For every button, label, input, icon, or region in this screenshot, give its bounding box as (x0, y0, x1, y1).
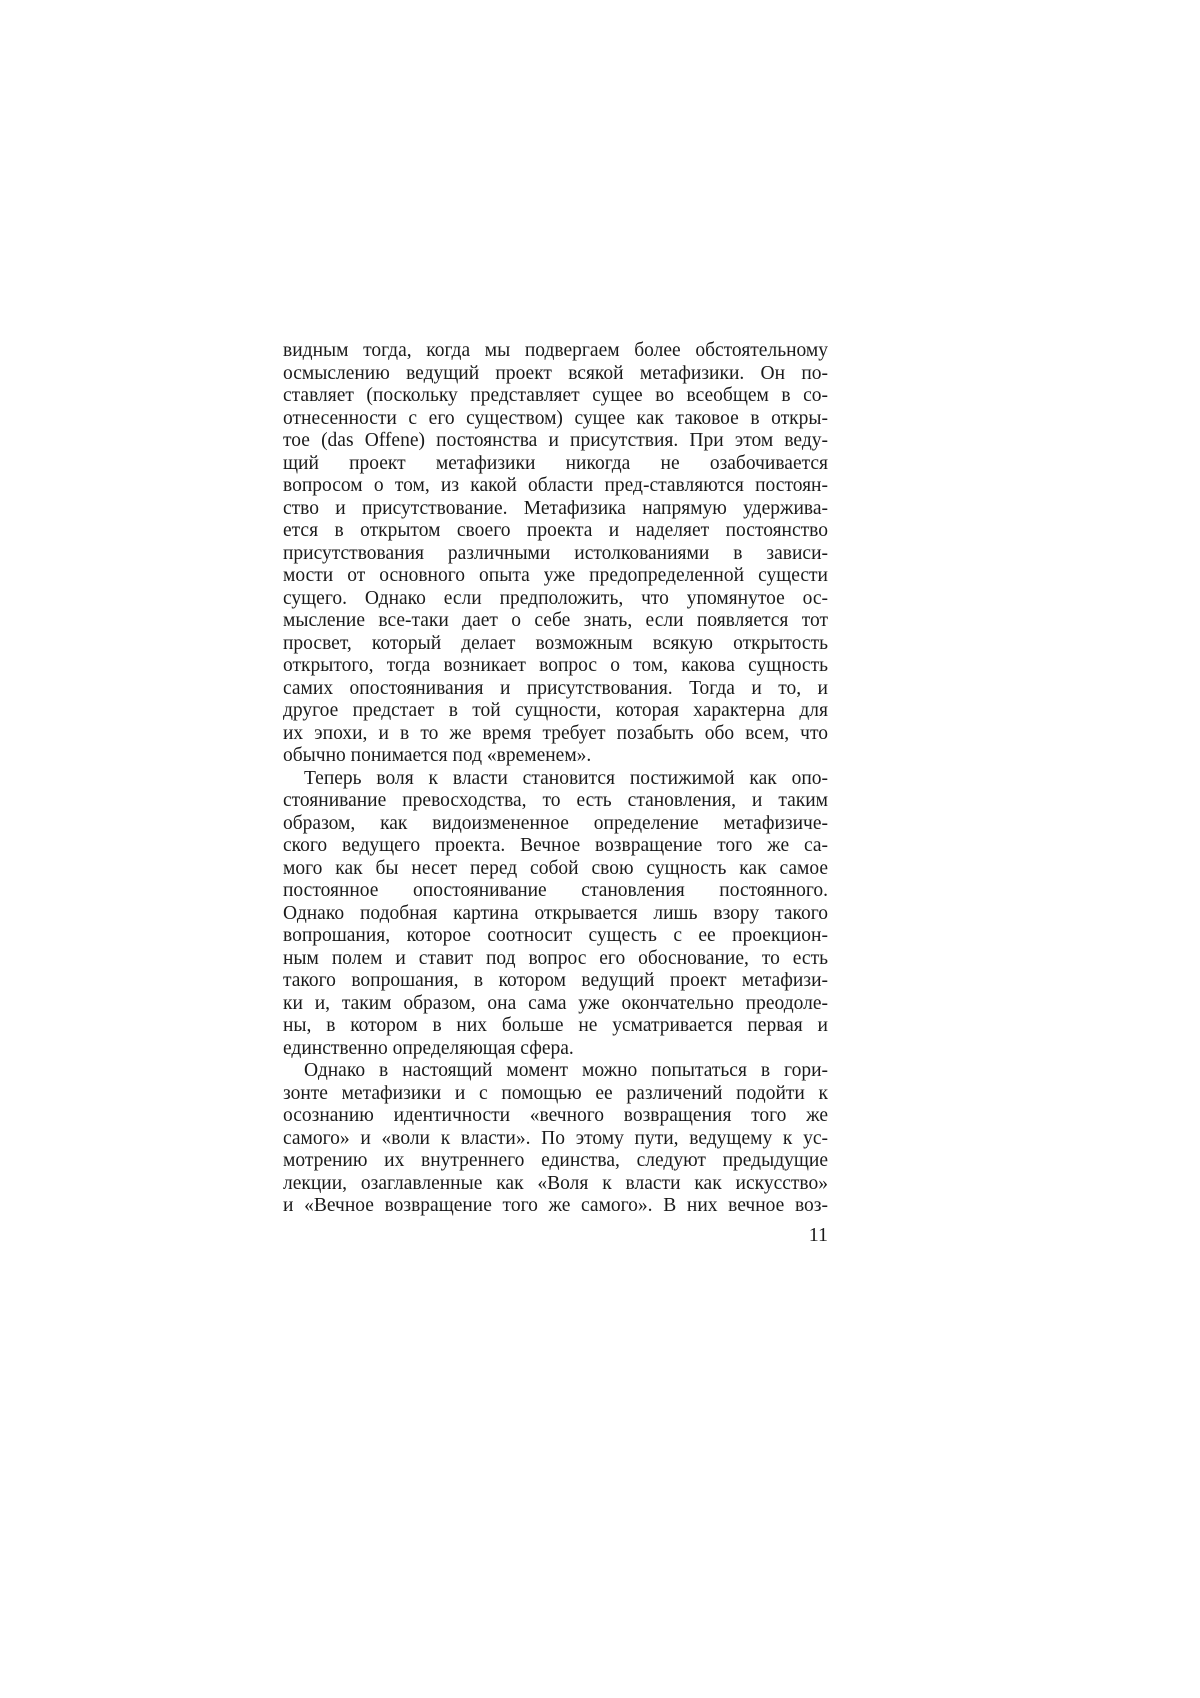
text-line: осознанию идентичности «вечного возвращения того же (283, 1105, 828, 1126)
text-line: стоянивание превосходства, то есть становления, и таким (283, 790, 828, 811)
text-line: ется в открытом своего проекта и наделяет постоянство (283, 520, 828, 541)
text-line: отнесенности с его существом) сущее как таковое в откры- (283, 407, 828, 429)
text-line: ки и, таким образом, она сама уже окончательно преодоле- (283, 992, 828, 1014)
text-line: ставляет (поскольку представляет сущее во всеобщем в со- (283, 385, 828, 406)
text-line: ство и присутствование. Метафизика напрямую удержива- (283, 497, 828, 519)
text-line: мости от основного опыта уже предопределенной сущести (283, 565, 828, 586)
text-line: вопросом о том, из какой области пред-ставляются постоян- (283, 475, 828, 496)
text-line: и «Вечное возвращение того же самого». В них вечное воз- (283, 1195, 828, 1216)
body-text (283, 340, 828, 1218)
text-line: обычно понимается под «временем». (283, 745, 592, 766)
text-line: просвет, который делает возможным всякую открытость (283, 632, 828, 654)
text-line: ского ведущего проекта. Вечное возвращение того же са- (283, 835, 828, 856)
text-line: Однако подобная картина открывается лишь взору такого (283, 902, 828, 924)
text-line: присутствования различными истолкованиями в зависи- (283, 542, 828, 564)
text-line: мысление все-таки дает о себе знать, если появляется тот (283, 610, 828, 631)
text-line: осмыслению ведущий проект всякой метафизики. Он по- (283, 362, 828, 384)
text-line: самого» и «воли к власти». По этому пути, ведущему к ус- (283, 1127, 828, 1149)
text-line: мотрению их внутреннего единства, следуют предыдущие (283, 1150, 828, 1171)
text-line: Теперь воля к власти становится постижимой как опо- (304, 767, 828, 789)
text-line: зонте метафизики и с помощью ее различений подойти к (283, 1082, 828, 1104)
text-line: мого как бы несет перед собой свою сущность как самое (283, 857, 828, 879)
paragraph (283, 768, 828, 1061)
text-line: щий проект метафизики никогда не озабочивается (283, 452, 828, 474)
page-number: 11 (808, 1224, 828, 1246)
text-line: сущего. Однако если предположить, что упомянутое ос- (283, 587, 828, 609)
text-line: такого вопрошания, в котором ведущий проект метафизи- (283, 970, 828, 991)
text-line: вопрошания, которое соотносит сущесть с ее проекцион- (283, 925, 828, 946)
text-line: Однако в настоящий момент можно попытаться в гори- (304, 1060, 828, 1081)
text-line: самих опостоянивания и присутствования. Тогда и то, и (283, 677, 828, 699)
text-line: единственно определяющая сфера. (283, 1037, 574, 1059)
text-line: образом, как видоизмененное определение метафизиче- (283, 812, 828, 834)
text-line: ны, в котором в них больше не усматривается первая и (283, 1015, 828, 1036)
paragraph (283, 340, 828, 768)
paragraph (283, 1060, 828, 1218)
text-line: лекции, озаглавленные как «Воля к власти как искусство» (283, 1172, 828, 1194)
text-line: открытого, тогда возникает вопрос о том, какова сущность (283, 655, 828, 676)
text-line: тое (das Offene) постоянства и присутствия. При этом веду- (283, 430, 828, 451)
text-line: их эпохи, и в то же время требует позабыть обо всем, что (283, 722, 828, 744)
text-line: другое предстает в той сущности, которая характерна для (283, 700, 828, 721)
text-line: видным тогда, когда мы подвергаем более обстоятельному (283, 340, 828, 361)
text-line: постоянное опостоянивание становления постоянного. (283, 880, 828, 901)
text-line: ным полем и ставит под вопрос его обоснование, то есть (283, 947, 828, 969)
